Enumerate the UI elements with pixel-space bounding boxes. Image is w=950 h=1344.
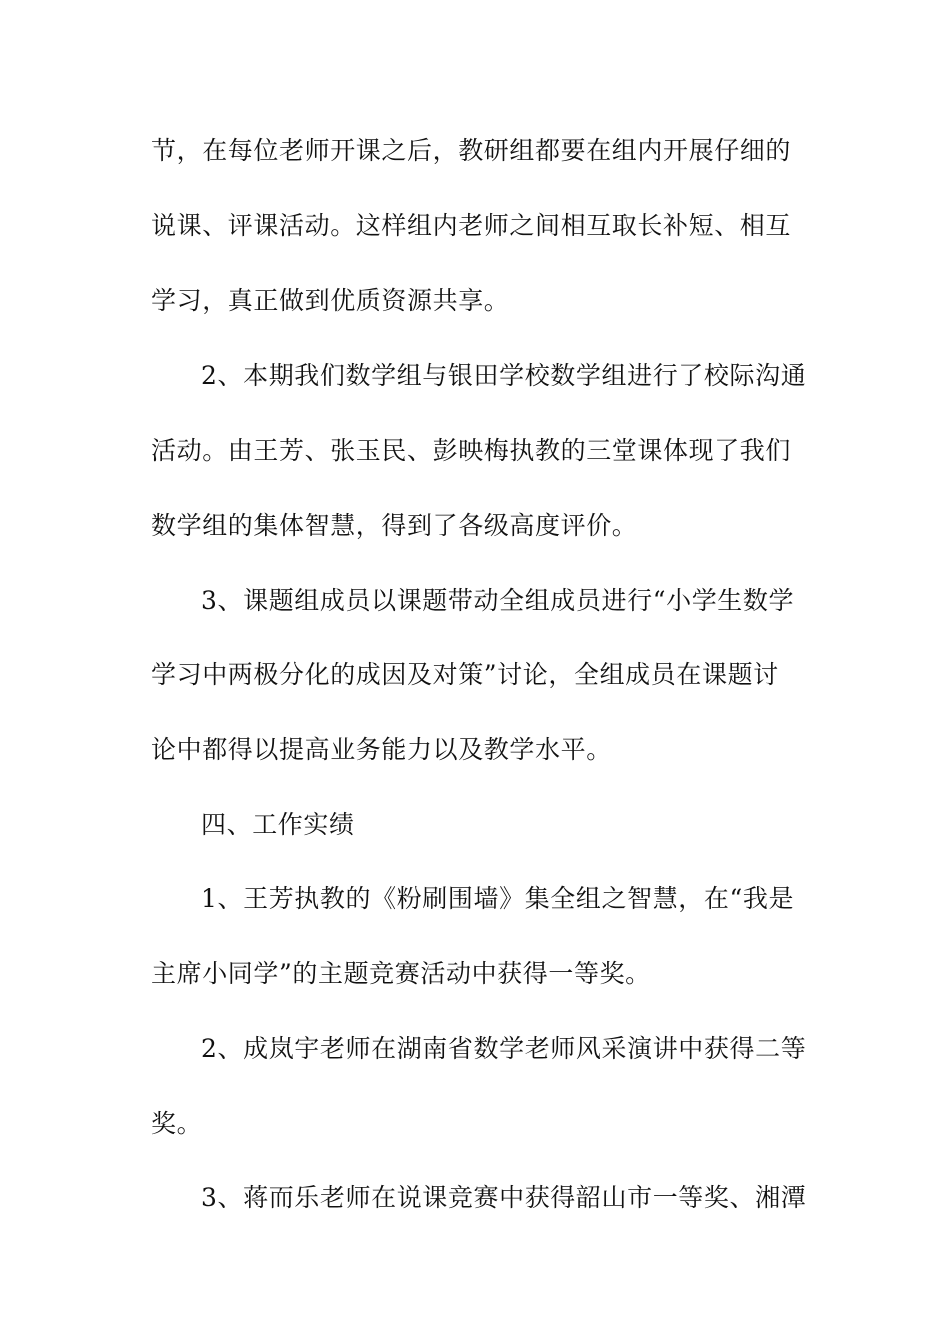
text-line: 说课、评课活动。这样组内老师之间相互取长补短、相互 <box>151 211 792 240</box>
text-line: 数学组的集体智慧，得到了各级高度评价。 <box>151 511 638 540</box>
text-line: 2、本期我们数学组与银田学校数学组进行了校际沟通 <box>201 361 807 390</box>
text-line: 论中都得以提高业务能力以及教学水平。 <box>151 735 612 764</box>
text-line: 节，在每位老师开课之后，教研组都要在组内开展仔细的 <box>151 136 792 165</box>
text-line: 3、课题组成员以课题带动全组成员进行“小学生数学 <box>201 586 795 615</box>
text-line: 奖。 <box>151 1109 203 1138</box>
text-line: 活动。由王芳、张玉民、彭映梅执教的三堂课体现了我们 <box>151 436 792 465</box>
section-heading: 四、工作实绩 <box>201 810 355 839</box>
text-line: 1、王芳执教的《粉刷围墙》集全组之智慧，在“我是 <box>201 884 795 913</box>
text-line: 主席小同学”的主题竞赛活动中获得一等奖。 <box>151 959 651 988</box>
text-line: 学习中两极分化的成因及对策”讨论，全组成员在课题讨 <box>151 660 779 689</box>
text-line: 学习，真正做到优质资源共享。 <box>151 286 510 315</box>
text-line: 2、成岚宇老师在湖南省数学老师风采演讲中获得二等 <box>201 1034 807 1063</box>
text-line: 3、蒋而乐老师在说课竞赛中获得韶山市一等奖、湘潭 <box>201 1183 807 1212</box>
